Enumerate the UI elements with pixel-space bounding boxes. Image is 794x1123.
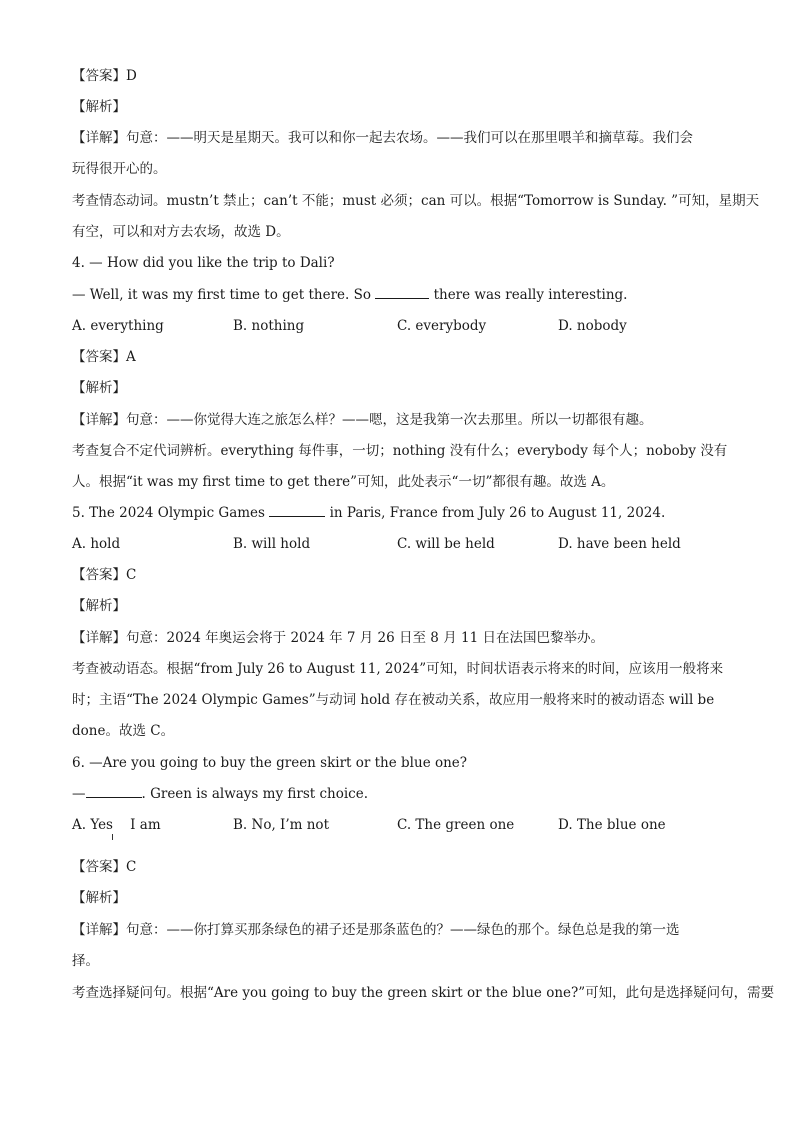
detail-line: 【详解】句意：2024 年奥运会将于 2024 年 7 月 26 日至 8 月 11 日在法国巴黎举办。 <box>72 630 604 646</box>
explanation-text: 考查选择疑问句。根据“Are you going to buy the green skirt or the blue one?”可知，此句是选择疑问句，需要 <box>72 985 775 1001</box>
detail-line <box>72 128 724 148</box>
detail-line: 【详解】句意：——你觉得大连之旅怎么样？——嗯，这是我第一次去那里。所以一切都很有趣。 <box>72 412 653 428</box>
option-a: A. Yes I am <box>72 817 161 833</box>
detail-text-cont: 玩得很开心的。 <box>72 161 167 177</box>
answer-tag: 【答案】 <box>72 68 126 84</box>
analysis-tag: 【解析】 <box>72 380 126 396</box>
detail-tag: 【详解】 <box>72 130 126 146</box>
answer-value: C <box>126 859 137 875</box>
answer-line <box>72 66 724 86</box>
question-stem: 5. The 2024 Olympic Games in Paris, France from July 26 to August 11, 2024. <box>72 505 666 521</box>
options-row <box>72 316 732 336</box>
explanation-text-cont: 时；主语“The 2024 Olympic Games”与动词 hold 存在被动关系，故应用一般将来时的被动语态 will be <box>72 692 715 708</box>
option-d: D. nobody <box>558 318 627 334</box>
analysis-tag: 【解析】 <box>72 598 126 614</box>
detail-text: 句意：——明天是星期天。我可以和你一起去农场。——我们可以在那里喂羊和摘草莓。我们会 <box>126 130 693 146</box>
answer-blank <box>86 784 142 798</box>
option-d: D. have been held <box>558 536 681 552</box>
question-stem: 4. — How did you like the trip to Dali? <box>72 255 335 271</box>
detail-line: 【详解】句意：——你打算买那条绿色的裙子还是那条蓝色的？——绿色的那个。绿色总是我的第一选 <box>72 922 680 938</box>
answer-blank <box>269 503 325 517</box>
answer-line: 【答案】C <box>72 567 137 583</box>
options-row <box>72 815 732 835</box>
answer-value: A <box>126 349 136 365</box>
option-c: C. The green one <box>397 817 515 833</box>
question-stem: 6. —Are you going to buy the green skirt or the blue one? <box>72 755 468 771</box>
explanation-text-cont: 人。根据“it was my first time to get there”可知，此处表示“一切”都很有趣。故选 A。 <box>72 474 615 490</box>
answer-value: C <box>126 567 137 583</box>
detail-text-cont: 择。 <box>72 953 99 969</box>
explanation-text: 考查复合不定代词辨析。everything 每件事，一切；nothing 没有什么；everybody 每个人；noboby 没有 <box>72 443 728 459</box>
question-stem-line2: — . Green is always my first choice. <box>72 786 369 802</box>
option-a: A. hold <box>72 536 121 552</box>
option-b: B. will hold <box>233 536 311 552</box>
option-c: C. will be held <box>397 536 495 552</box>
answer-value: D <box>126 68 137 84</box>
answer-line: 【答案】C <box>72 859 137 875</box>
options-row <box>72 534 732 554</box>
option-b: B. No, I’m not <box>233 817 329 833</box>
analysis-tag: 【解析】 <box>72 99 126 115</box>
question-stem-line2: — Well, it was my first time to get there. So there was really interesting. <box>72 287 628 303</box>
stray-mark <box>112 834 113 840</box>
explanation-text-cont: done。故选 C。 <box>72 723 175 739</box>
option-b: B. nothing <box>233 318 305 334</box>
explanation-text: 考查被动语态。根据“from July 26 to August 11, 2024”可知，时间状语表示将来的时间，应该用一般将来 <box>72 661 724 677</box>
answer-line: 【答案】A <box>72 349 136 365</box>
option-d: D. The blue one <box>558 817 666 833</box>
option-a: A. everything <box>72 318 164 334</box>
option-c: C. everybody <box>397 318 487 334</box>
explanation-text: 考查情态动词。mustn’t 禁止；can’t 不能；must 必须；can 可以。根据“Tomorrow is Sunday. ”可知，星期天 <box>72 193 760 209</box>
analysis-tag: 【解析】 <box>72 890 126 906</box>
explanation-text-cont: 有空，可以和对方去农场，故选 D。 <box>72 224 290 240</box>
answer-blank <box>375 285 429 299</box>
